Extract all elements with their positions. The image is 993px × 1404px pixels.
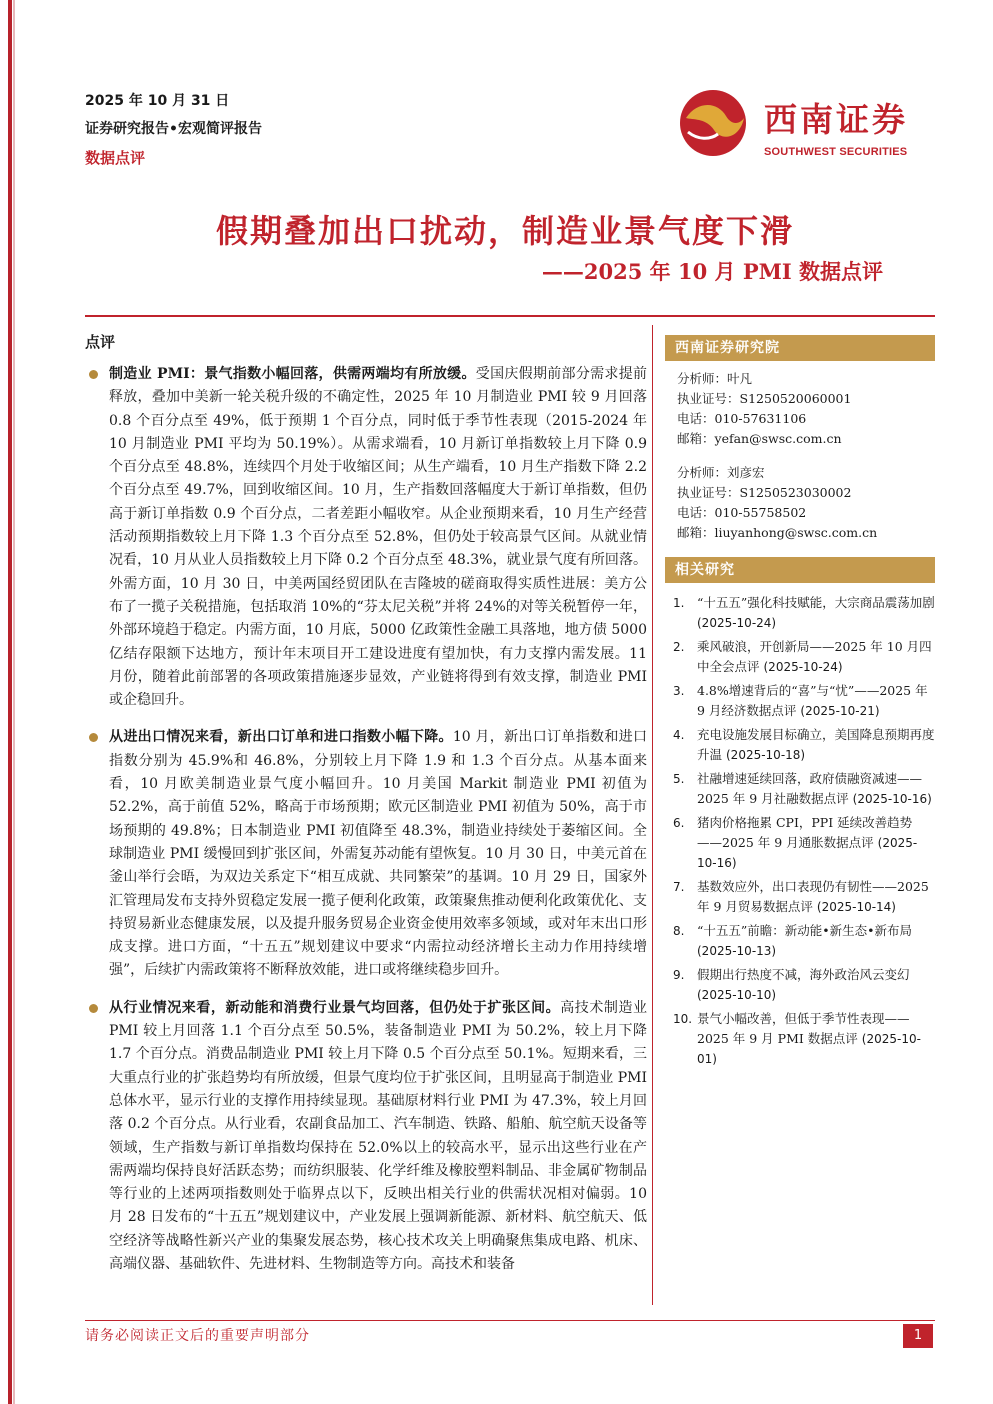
research-title: 乘风破浪，开创新局——2025 年 10 月四中全会点评 — [697, 639, 932, 674]
research-number: 9. — [673, 968, 685, 982]
analyst-email-row — [677, 523, 935, 543]
research-item[interactable] — [673, 593, 935, 633]
report-tag: 数据点评 — [85, 149, 146, 167]
analyst-email[interactable]: liuyanhong@swsc.com.cn — [714, 525, 878, 540]
label: 邮箱： — [677, 431, 715, 446]
research-title: “十五五”强化科技赋能，大宗商品震荡加剧 — [697, 595, 935, 610]
research-date: (2025-10-01) — [697, 1032, 921, 1066]
paragraph-lead: 制造业 PMI：景气指数小幅回落，供需两端均有所放缓。 — [109, 366, 476, 382]
analyst-phone-row — [677, 409, 935, 429]
paragraph-lead: 从进出口情况来看，新出口订单和进口指数小幅下降。 — [109, 729, 453, 746]
research-title: 假期出行热度不减，海外政治风云变幻 — [697, 967, 910, 982]
paragraph-text: 受国庆假期前部分需求提前释放，叠加中美新一轮关税升级的不确定性，2025 年 10 月制造业 PMI 较 9 月回落 0.8 个百分点至 49%，低于预期 1 个百分点，同时低于季节性表现（2015-2024 年 10 月制造业 PMI 平均为 50.19%）。从需求端看，10 月新订单指数较上月下降 0.9 个百分点至 48.8%，连续四个月处于收缩区间；从生产端看，10 月生产指数下降 2.2 个百分点至 49.7%，回到收缩区间。10 月，生产指数回落幅度大于新订单指数，但仍高于新订单指数 0.9 个百分点，二者差距小幅收窄。从企业预期来看，10 月生产经营活动预期指数较上月下降 1.3 个百分点至 52.8%，但仍处于较高景气区间。从就业情况看，10 月从业人员指数较上月下降 0.2 个百分点至 48.3%，就业景气度有所回落。外需方面，10 月 30 日，中美两国经贸团队在吉隆坡的磋商取得实质性进展：美方公布了一揽子关税措施，包括取消 10%的“芬太尼关税”并将 24%的对等关税暂停一年，外部环境趋于稳定。内需方面，10 月底，5000 亿政策性金融工具落地，地方债 5000 亿结存限额下达地方，预计年末项目开工建设进度有望加快，有力支撑内需发展。11 月份，随着此前部署的各项政策措施逐步显效，产业链将得到有效支撑，制造业 PMI 或企稳回升。 — [109, 366, 648, 709]
report-title: 假期叠加出口扰动，制造业景气度下滑 — [215, 212, 794, 250]
analyst-email-row — [677, 429, 935, 449]
research-date: (2025-10-13) — [697, 944, 777, 958]
bullet-icon — [89, 1004, 98, 1013]
analyst-cert: S1250520060001 — [739, 391, 852, 406]
research-title: 基数效应外，出口表现仍有韧性——2025 年 9 月贸易数据点评 — [697, 879, 929, 914]
research-header: 相关研究 — [665, 557, 935, 583]
research-list — [665, 593, 935, 1069]
research-item[interactable] — [673, 965, 935, 1005]
report-date: 2025 年 10 月 31 日 — [85, 93, 230, 109]
label: 执业证号： — [677, 485, 740, 500]
research-item[interactable] — [673, 1009, 935, 1069]
title-divider — [85, 315, 935, 317]
analyst-name-row — [677, 463, 935, 483]
research-date: (2025-10-14) — [816, 900, 896, 914]
logo-mark-icon — [678, 88, 748, 158]
label: 执业证号： — [677, 391, 740, 406]
research-number: 6. — [673, 816, 685, 830]
research-title: “十五五”前瞻：新动能•新生态•新布局 — [697, 923, 913, 938]
research-title: 猪肉价格拖累 CPI，PPI 延续改善趋势——2025 年 9 月通胀数据点评 — [697, 815, 913, 850]
analyst-name: 叶凡 — [727, 371, 753, 386]
label: 邮箱： — [677, 525, 715, 540]
page-number: 1 — [903, 1324, 933, 1348]
research-item[interactable] — [673, 813, 935, 873]
research-date: (2025-10-21) — [800, 704, 880, 718]
analyst-email[interactable]: yefan@swsc.com.cn — [714, 431, 842, 446]
logo-name-cn: 西南证券 — [764, 100, 908, 139]
analyst-phone: 010-55758502 — [714, 505, 807, 520]
column-divider — [652, 325, 653, 1305]
research-title: 4.8%增速背后的“喜”与“忧”——2025 年 9 月经济数据点评 — [697, 683, 928, 718]
research-date: (2025-10-18) — [726, 748, 806, 762]
research-date: (2025-10-24) — [697, 616, 777, 630]
research-number: 7. — [673, 880, 685, 894]
research-number: 10. — [673, 1012, 693, 1026]
research-number: 8. — [673, 924, 685, 938]
paragraph-text: 高技术制造业 PMI 较上月回落 1.1 个百分点至 50.5%，装备制造业 PMI 为 50.2%，较上月下降 1.7 个百分点。消费品制造业 PMI 较上月下降 0.5 个百分点至 50.1%。短期来看，三大重点行业的扩张趋势均有所放缓，但景气度均位于扩张区间，且明显高于制造业 PMI 总体水平，显示行业的支撑作用持续显现。基础原材料行业 PMI 为 47.3%，较上月回落 0.2 个百分点。从行业看，农副食品加工、汽车制造、铁路、船舶、航空航天设备等领域，生产指数与新订单指数均保持在 52.0%以上的较高水平，显示出这些行业在产需两端均保持良好活跃态势；而纺织服装、化学纤维及橡胶塑料制品、非金属矿物制品等行业的上述两项指数则处于临界点以下，反映出相关行业的供需状况相对偏弱。10 月 28 日发布的“十五五”规划建议中，产业发展上强调新能源、新材料、航空航天、低空经济等战略性新兴产业的集聚发展态势，核心技术攻关上明确聚焦集成电路、机床、高端仪器、基础软件、先进材料、生物制造等方向。高技术和装备 — [109, 999, 648, 1272]
analyst-cert: S1250523030002 — [739, 485, 852, 500]
sidebar — [665, 335, 935, 1073]
research-number: 4. — [673, 728, 685, 742]
bullet-icon — [89, 370, 98, 379]
analyst-cert-row — [677, 389, 935, 409]
footer-disclaimer: 请务必阅读正文后的重要声明部分 — [85, 1328, 310, 1344]
research-item[interactable] — [673, 637, 935, 677]
analyst-cert-row — [677, 483, 935, 503]
research-date: (2025-10-24) — [763, 660, 843, 674]
bullet-icon — [89, 733, 98, 742]
research-title: 社融增速延续回落，政府债融资减速——2025 年 9 月社融数据点评 — [697, 771, 923, 806]
research-number: 5. — [673, 772, 685, 786]
research-item[interactable] — [673, 921, 935, 961]
paragraph-industry — [85, 997, 647, 1277]
label: 分析师： — [677, 465, 728, 480]
research-date: (2025-10-16) — [697, 836, 918, 870]
research-title: 景气小幅改善，但低于季节性表现——2025 年 9 月 PMI 数据点评 — [697, 1011, 910, 1046]
paragraph-manufacturing — [85, 363, 647, 712]
analyst-phone: 010-57631106 — [714, 411, 807, 426]
research-date: (2025-10-10) — [697, 988, 777, 1002]
research-number: 3. — [673, 684, 685, 698]
label: 电话： — [677, 411, 715, 426]
analyst-name-row — [677, 369, 935, 389]
report-subtitle: ——2025 年 10 月 PMI 数据点评 — [541, 259, 883, 284]
analyst-phone-row — [677, 503, 935, 523]
main-body — [85, 363, 647, 1290]
research-item[interactable] — [673, 681, 935, 721]
company-logo — [678, 88, 938, 168]
analyst-block — [665, 369, 935, 543]
research-date: (2025-10-16) — [852, 792, 932, 806]
logo-name-en: SOUTHWEST SECURITIES — [764, 146, 908, 158]
research-item[interactable] — [673, 725, 935, 765]
report-type: 证券研究报告•宏观简评报告 — [85, 121, 262, 137]
label: 电话： — [677, 505, 715, 520]
paragraph-text: 10 月，新出口订单指数和进口指数分别为 45.9%和 46.8%，分别较上月下降 1.9 和 1.3 个百分点。从基本面来看，10 月欧美制造业景气度小幅回升。10 月美国 Markit 制造业 PMI 初值为 52.2%，高于前值 52%，略高于市场预期；欧元区制造业 PMI 初值为 50%，高于市场预期的 49.8%；日本制造业 PMI 初值降至 48.3%，制造业持续处于萎缩区间。全球制造业 PMI 缓慢回到扩张区间，外需复苏动能有望恢复。10 月 30 日，中美元首在釜山举行会晤，为双边关系定下“相互成就、共同繁荣”的基调。10 月 29 日，国家外汇管理局发布支持外贸稳定发展一揽子便利化政策，政策聚焦推动便利化政策优化、支持贸易新业态健康发展，以及提升服务贸易企业资金使用效率多领域，或对年末出口形成支撑。进口方面，“十五五”规划建议中要求“内需拉动经济增长主动力作用持续增强”，后续扩内需政策将不断释放效能，进口或将继续稳步回升。 — [109, 729, 648, 979]
section-title: 点评 — [85, 333, 116, 351]
research-item[interactable] — [673, 769, 935, 809]
research-item[interactable] — [673, 877, 935, 917]
research-number: 2. — [673, 640, 685, 654]
research-title: 充电设施发展目标确立，美国降息预期再度升温 — [697, 727, 935, 762]
footer-divider — [85, 1320, 935, 1321]
institute-header: 西南证券研究院 — [665, 335, 935, 361]
paragraph-lead: 从行业情况来看，新动能和消费行业景气均回落，但仍处于扩张区间。 — [109, 999, 561, 1016]
research-number: 1. — [673, 596, 685, 610]
label: 分析师： — [677, 371, 728, 386]
paragraph-trade — [85, 726, 647, 982]
analyst-name: 刘彦宏 — [727, 465, 765, 480]
